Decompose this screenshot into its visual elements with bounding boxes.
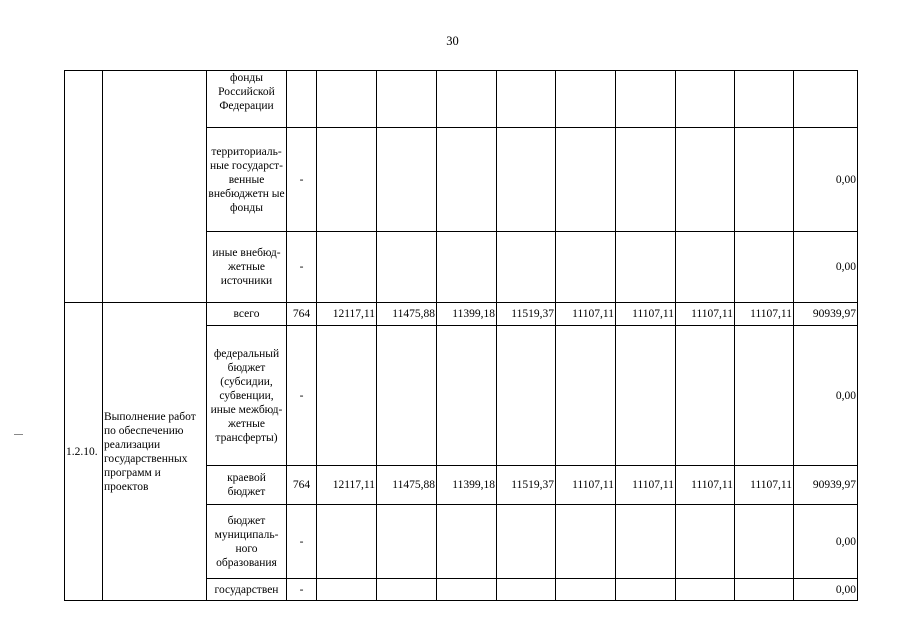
total-cell: 0,00 [794,128,858,232]
indicator-cell [287,71,317,128]
table-row [65,71,858,128]
value-cell: 11475,88 [377,303,437,326]
indicator-cell: - [287,232,317,303]
value-cell [735,232,794,303]
source-cell: краевой бюджет [207,466,287,505]
value-cell [616,505,676,579]
value-cell: 11107,11 [556,466,616,505]
source-cell: территориаль-ные государст-венные внебюджетн ые фонды [207,128,287,232]
row-title-cell [103,71,207,303]
value-cell [735,505,794,579]
indicator-cell: 764 [287,303,317,326]
value-cell: 11107,11 [616,466,676,505]
value-cell [676,232,735,303]
value-cell [735,71,794,128]
total-cell: 0,00 [794,579,858,601]
value-cell [556,232,616,303]
value-cell [437,326,497,466]
value-cell [317,71,377,128]
table-row [65,303,858,326]
total-cell: 0,00 [794,326,858,466]
value-cell [497,579,556,601]
value-cell [437,579,497,601]
value-cell [616,232,676,303]
total-cell: 0,00 [794,232,858,303]
source-cell: государствен [207,579,287,601]
indicator-cell: - [287,579,317,601]
value-cell [377,232,437,303]
value-cell [437,505,497,579]
value-cell [497,128,556,232]
value-cell [377,505,437,579]
section-code: 1.2.10. [65,303,103,601]
value-cell [676,326,735,466]
value-cell [735,579,794,601]
value-cell [735,326,794,466]
value-cell: 12117,11 [317,303,377,326]
source-cell: всего [207,303,287,326]
value-cell [616,128,676,232]
value-cell: 11107,11 [556,303,616,326]
value-cell [556,505,616,579]
value-cell: 11399,18 [437,466,497,505]
value-cell [497,326,556,466]
value-cell [676,128,735,232]
value-cell [317,232,377,303]
value-cell: 11107,11 [735,303,794,326]
value-cell [556,71,616,128]
scan-artifact-mark [14,434,23,435]
value-cell: 11107,11 [676,466,735,505]
value-cell [377,128,437,232]
value-cell [735,128,794,232]
total-cell: 90939,97 [794,303,858,326]
value-cell: 11519,37 [497,303,556,326]
source-cell: фонды Российской Федерации [207,71,287,128]
source-cell: федеральный бюджет (субсидии, субвенции, иные межбюд-жетные трансферты) [207,326,287,466]
value-cell: 11519,37 [497,466,556,505]
value-cell: 11107,11 [616,303,676,326]
value-cell [616,579,676,601]
value-cell [317,326,377,466]
indicator-cell: - [287,505,317,579]
value-cell [437,232,497,303]
value-cell [497,71,556,128]
value-cell: 11475,88 [377,466,437,505]
value-cell [556,326,616,466]
total-cell: 0,00 [794,505,858,579]
source-cell: бюджет муниципаль-ного образования [207,505,287,579]
value-cell: 11107,11 [735,466,794,505]
value-cell [676,579,735,601]
value-cell [377,326,437,466]
indicator-cell: - [287,326,317,466]
value-cell [317,505,377,579]
value-cell [437,71,497,128]
value-cell: 11399,18 [437,303,497,326]
value-cell [676,71,735,128]
total-cell [794,71,858,128]
page-number: 30 [446,34,459,48]
total-cell: 90939,97 [794,466,858,505]
source-cell: иные внебюд-жетные источники [207,232,287,303]
value-cell: 12117,11 [317,466,377,505]
value-cell [317,579,377,601]
value-cell [497,505,556,579]
value-cell [556,579,616,601]
value-cell [497,232,556,303]
row-code-cell [65,71,103,303]
indicator-cell: - [287,128,317,232]
section-title: Выполнение работ по обеспечению реализации государственных программ и проектов [103,303,207,601]
value-cell [616,71,676,128]
value-cell [616,326,676,466]
value-cell [676,505,735,579]
value-cell: 11107,11 [676,303,735,326]
budget-table [64,70,858,601]
value-cell [556,128,616,232]
value-cell [437,128,497,232]
value-cell [377,71,437,128]
value-cell [377,579,437,601]
value-cell [317,128,377,232]
indicator-cell: 764 [287,466,317,505]
